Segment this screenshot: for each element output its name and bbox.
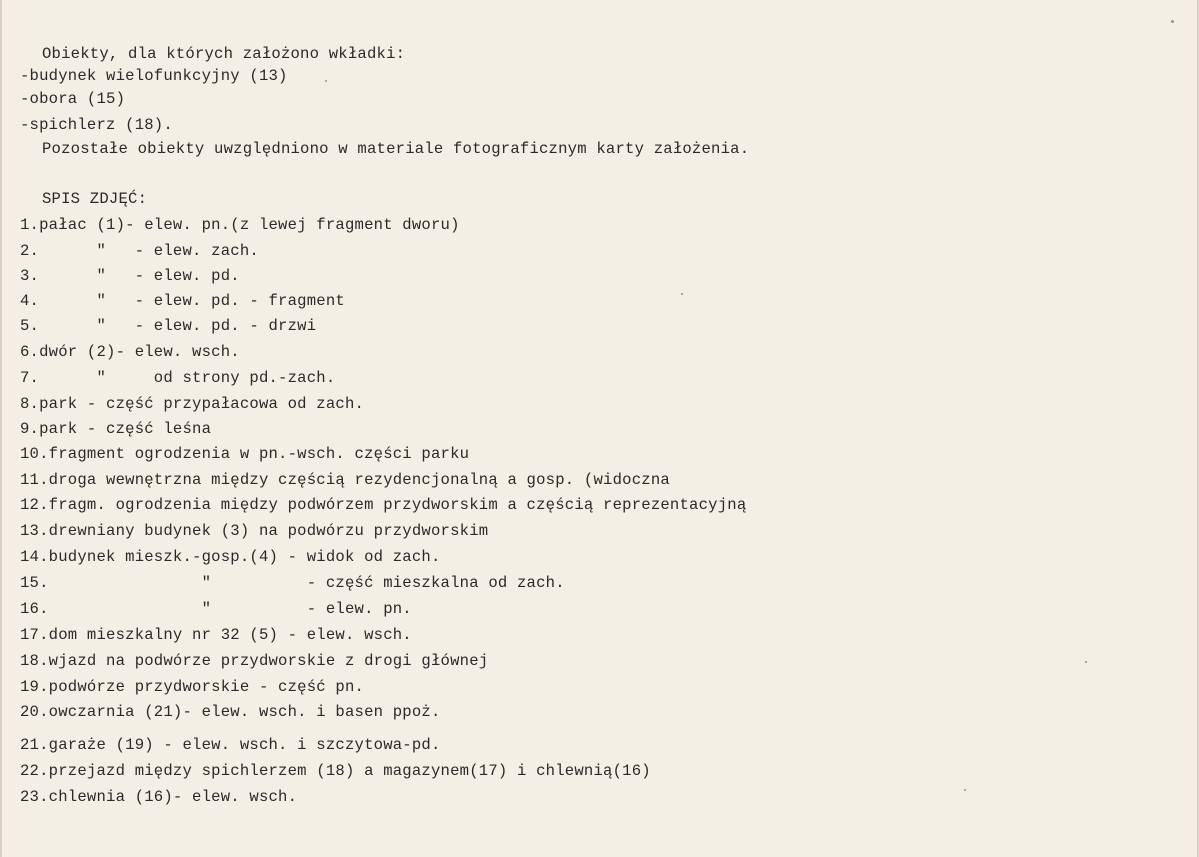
photo-entry: 7. " od strony pd.-zach.	[20, 369, 336, 387]
intro-heading: Obiekty, dla których założono wkładki:	[42, 45, 406, 63]
photo-entry: 20.owczarnia (21)- elew. wsch. i basen ppoż.	[20, 703, 441, 721]
photo-entry: 14.budynek mieszk.-gosp.(4) - widok od zach.	[20, 548, 441, 566]
photo-entry: 8.park - część przypałacowa od zach.	[20, 395, 365, 413]
intro-item: -obora (15)	[20, 90, 126, 108]
paper-speck	[964, 789, 966, 791]
photo-entry: 23.chlewnia (16)- elew. wsch.	[20, 788, 298, 806]
photo-entry: 16. " - elew. pn.	[20, 600, 412, 618]
photo-entry: 9.park - część leśna	[20, 420, 212, 438]
photo-entry: 17.dom mieszkalny nr 32 (5) - elew. wsch.	[20, 626, 412, 644]
paper-speck	[1085, 661, 1087, 663]
photo-entry: 3. " - elew. pd.	[20, 267, 240, 285]
photo-entry: 18.wjazd na podwórze przydworskie z drogi głównej	[20, 652, 489, 670]
photo-entry: 11.droga wewnętrzna między częścią rezydencjonalną a gosp. (widoczna	[20, 471, 670, 489]
photo-entry: 15. " - część mieszkalna od zach.	[20, 574, 565, 592]
photo-entry: 19.podwórze przydworskie - część pn.	[20, 678, 365, 696]
paper-speck	[1171, 20, 1174, 23]
photo-entry: 5. " - elew. pd. - drzwi	[20, 317, 317, 335]
paper-speck	[325, 80, 327, 82]
photo-entry: 12.fragm. ogrodzenia między podwórzem przydworskim a częścią reprezentacyjną	[20, 496, 747, 514]
photo-entry: 6.dwór (2)- elew. wsch.	[20, 343, 240, 361]
photo-entry: 1.pałac (1)- elew. pn.(z lewej fragment dworu)	[20, 216, 460, 234]
photo-entry: 21.garaże (19) - elew. wsch. i szczytowa-pd.	[20, 736, 441, 754]
photo-entry: 4. " - elew. pd. - fragment	[20, 292, 345, 310]
photo-entry: 13.drewniany budynek (3) na podwórzu przydworskim	[20, 522, 489, 540]
intro-item: -spichlerz (18).	[20, 116, 173, 134]
paper-speck	[681, 293, 683, 295]
intro-item: -budynek wielofunkcyjny (13)	[20, 67, 288, 85]
photo-entry: 22.przejazd między spichlerzem (18) a magazynem(17) i chlewnią(16)	[20, 762, 651, 780]
photo-entry: 10.fragment ogrodzenia w pn.-wsch. części parku	[20, 445, 470, 463]
photo-entry: 2. " - elew. zach.	[20, 242, 259, 260]
intro-note: Pozostałe obiekty uwzględniono w materiale fotograficznym karty założenia.	[42, 140, 750, 158]
photo-list-title: SPIS ZDJĘĆ:	[42, 190, 148, 208]
